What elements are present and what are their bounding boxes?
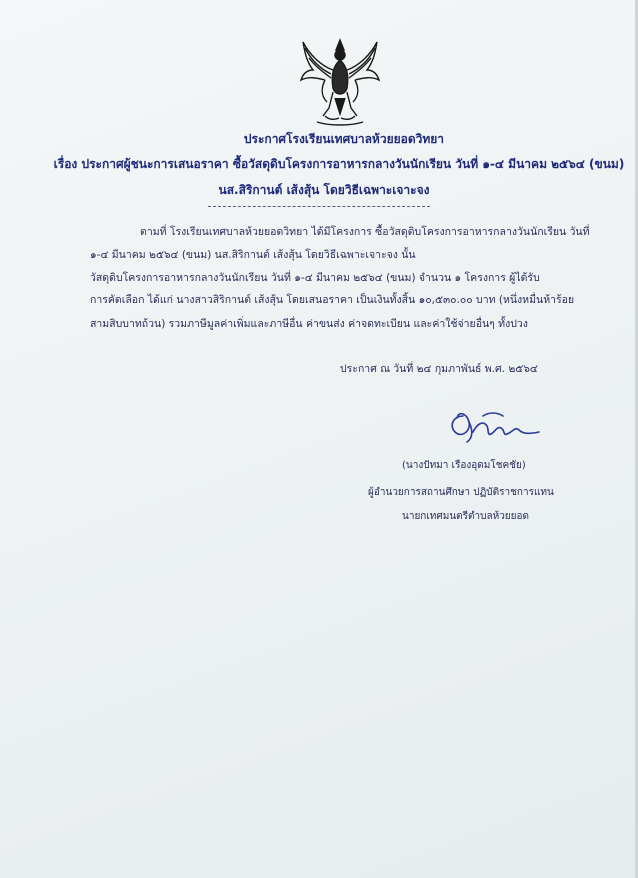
announce-date: ประกาศ ณ วันที่ ๒๔ กุมภาพันธ์ พ.ศ. ๒๕๖๔	[340, 363, 538, 375]
garuda-emblem-icon	[295, 36, 385, 128]
title-divider	[208, 206, 430, 207]
paragraph-2-line-2: การคัดเลือก ได้แก่ นางสาวสิริกานต์ เส้งสุ้น โดยเสนอราคา เป็นเงินทั้งสิ้น ๑๐,๕๓๐.๐๐ บาท (หนึ่งหมื่นห้าร้อย	[90, 294, 575, 306]
title-line-1: ประกาศโรงเรียนเทศบาลห้วยยอดวิทยา	[243, 132, 445, 146]
document-title-block	[0, 130, 638, 200]
signer-name: (นางปัทมา เรืองอุดมโชคชัย)	[402, 460, 526, 471]
paragraph-2-line-1: วัสดุดิบโครงการอาหารกลางวันนักเรียน วันที่ ๑-๔ มีนาคม ๒๕๖๔ (ขนม) จำนวน ๑ โครงการ ผู้ได้รับ	[90, 272, 540, 284]
title-line-2: เรื่อง ประกาศผู้ชนะการเสนอราคา ซื้อวัสดุดิบโครงการอาหารกลางวันนักเรียน วันที่ ๑-๔ มีนาคม ๒๕๖๔ (ขนม)	[53, 157, 625, 171]
paragraph-1-line-1: ตามที่ โรงเรียนเทศบาลห้วยยอดวิทยา ได้มีโครงการ ซื้อวัสดุดิบโครงการอาหารกลางวันนักเรียน วันที่	[140, 226, 590, 238]
paragraph-2-line-3: สามสิบบาทถ้วน) รวมภาษีมูลค่าเพิ่มและภาษีอื่น ค่าขนส่ง ค่าจดทะเบียน และค่าใช้จ่ายอื่นๆ ทั้งปวง	[90, 318, 528, 330]
paragraph-1-line-2: ๑-๔ มีนาคม ๒๕๖๔ (ขนม) นส.สิริกานต์ เส้งสุ้น โดยวิธีเฉพาะเจาะจง นั้น	[90, 249, 416, 261]
signer-position-2: นายกเทศมนตรีตำบลห้วยยอด	[402, 511, 530, 522]
signature-icon	[443, 402, 543, 448]
title-line-3: นส.สิริกานต์ เส้งสุ้น โดยวิธีเฉพาะเจาะจง	[218, 183, 430, 197]
signer-position-1: ผู้อำนวยการสถานศึกษา ปฏิบัติราชการแทน	[368, 487, 554, 498]
